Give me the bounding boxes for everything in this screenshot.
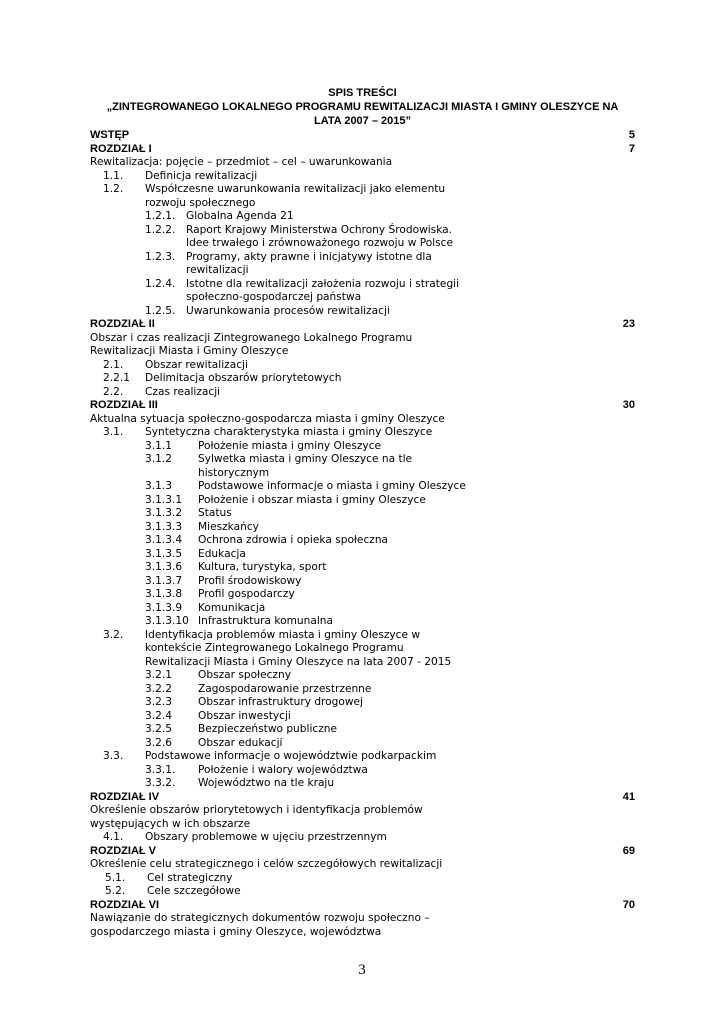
toc-chapter-title: ROZDZIAŁ VI	[90, 898, 160, 911]
toc-entry	[90, 291, 635, 305]
toc-entry-number: 3.2.2	[145, 682, 172, 695]
toc-chapter-row	[90, 129, 635, 143]
toc-entry-title: Obszary problemowe w ujęciu przestrzennym	[145, 831, 387, 843]
toc-heading: SPIS TREŚCI	[328, 87, 397, 99]
toc-entry-number: 3.2.5	[145, 723, 172, 735]
toc-entry	[90, 602, 635, 616]
toc-chapter-row	[90, 318, 635, 332]
toc-entry	[90, 804, 635, 818]
toc-entry-number: 1.2.2.	[145, 223, 176, 236]
toc-entry	[90, 332, 635, 346]
toc-entry	[90, 858, 635, 872]
toc-entry	[90, 413, 635, 427]
toc-entry	[90, 440, 635, 454]
toc-entry	[90, 629, 635, 643]
toc-page-number: 70	[622, 898, 635, 911]
toc-entry-title: Województwo na tle kraju	[198, 777, 335, 789]
toc-entry-number: 3.2.4	[145, 709, 172, 722]
toc-chapter-title: ROZDZIAŁ II	[90, 318, 155, 330]
toc-chapter-row	[90, 845, 635, 859]
toc-entry	[90, 723, 635, 737]
toc-entry	[90, 359, 635, 373]
toc-entry-number: 1.2.5.	[145, 304, 176, 317]
toc-entry	[90, 710, 635, 724]
toc-entry-number: 3.1.3.1	[145, 493, 183, 506]
toc-entry	[90, 507, 635, 521]
toc-entry	[90, 210, 635, 224]
toc-entry-title: Rewitalizacja: pojęcie – przedmiot – cel – uwarunkowania	[90, 156, 393, 168]
toc-entry-number: 1.1.	[103, 169, 124, 182]
toc-entry-number: 1.2.1.	[145, 210, 176, 222]
toc-entry-number: 1.2.3.	[145, 250, 176, 263]
page-number: 3	[358, 962, 366, 978]
toc-entry	[90, 345, 635, 359]
toc-entry-title: Sylwetka miasta i gminy Oleszyce na tle	[198, 453, 413, 465]
toc-page-number: 69	[622, 844, 635, 857]
toc-entry-title: Status	[198, 507, 232, 519]
toc-entry-number: 2.2.1	[103, 372, 130, 384]
toc-entry	[90, 372, 635, 386]
toc-entry	[90, 750, 635, 764]
toc-entry	[90, 588, 635, 602]
toc-entry-title: gospodarczego miasta i gminy Oleszyce, województwa	[90, 925, 382, 938]
toc-entry-title: Położenie i obszar miasta i gminy Oleszyce	[198, 493, 426, 506]
toc-entry	[90, 683, 635, 697]
toc-entry-title: Ochrona zdrowia i opieka społeczna	[198, 534, 389, 546]
toc-entry	[90, 170, 635, 184]
toc-entry-number: 1.2.	[103, 183, 124, 195]
toc-chapter-row	[90, 143, 635, 157]
toc-entry-title: Definicja rewitalizacji	[145, 169, 258, 182]
toc-entry-number: 3.3.2.	[145, 777, 176, 789]
toc-entry-number: 3.1.3.6	[145, 561, 183, 573]
toc-entry	[90, 278, 635, 292]
toc-entry-title: Raport Krajowy Ministerstwa Ochrony Środowiska.	[186, 223, 453, 236]
toc-entry-title: Obszar rewitalizacji	[145, 358, 248, 371]
toc-entry-title: rozwoju społecznego	[145, 196, 256, 209]
toc-entry-number: 3.1.3.5	[145, 547, 183, 560]
toc-entry-title: Położenie miasta i gminy Oleszyce	[198, 439, 382, 452]
toc-entry-title: Obszar i czas realizacji Zintegrowanego Lokalnego Programu	[90, 331, 413, 344]
toc-entry-title: Określenie celu strategicznego i celów szczegółowych rewitalizacji	[90, 858, 443, 870]
toc-page-number: 23	[622, 318, 635, 330]
toc-entry-title: społeczno-gospodarczej państwa	[186, 291, 362, 303]
toc-entry	[90, 764, 635, 778]
toc-entry-title: Aktualna sytuacja społeczno-gospodarcza miasta i gminy Oleszyce	[90, 412, 445, 425]
toc-entry-title: Programy, akty prawne i inicjatywy istotne dla	[186, 250, 432, 263]
toc-entry	[90, 156, 635, 170]
toc-entry	[90, 831, 635, 845]
toc-entry-number: 3.1.3.3	[145, 520, 183, 533]
toc-entry	[90, 197, 635, 211]
toc-entry-title: Globalna Agenda 21	[186, 210, 294, 222]
toc-entry-number: 3.2.	[103, 628, 124, 641]
toc-chapter-title: WSTĘP	[90, 129, 130, 141]
toc-entry-title: Idee trwałego i zrównoważonego rozwoju w Polsce	[186, 237, 454, 249]
toc-entry-title: Profil środowiskowy	[198, 574, 302, 587]
toc-page-number: 5	[628, 129, 635, 141]
toc-entry	[90, 642, 635, 656]
toc-entry	[90, 237, 635, 251]
toc-entry-title: Obszar inwestycji	[198, 709, 291, 722]
toc-entry-title: Istotne dla rewitalizacji założenia rozwoju i strategii	[186, 277, 460, 290]
toc-entry	[90, 696, 635, 710]
toc-entry-title: Profil gospodarczy	[198, 588, 295, 600]
toc-entry-title: Czas realizacji	[145, 385, 221, 398]
toc-entry	[90, 494, 635, 508]
toc-entry-title: Rewitalizacji Miasta i Gminy Oleszyce na lata 2007 - 2015	[145, 655, 452, 668]
toc-entry	[90, 818, 635, 832]
toc-entry-title: Cele szczegółowe	[147, 885, 241, 897]
toc-entry-title: Położenie i walory województwa	[198, 763, 368, 776]
toc-entry-number: 4.1.	[103, 831, 124, 843]
toc-chapter-title: ROZDZIAŁ IV	[90, 790, 160, 803]
toc-entry	[90, 926, 635, 940]
toc-entry-number: 3.3.1.	[145, 763, 176, 776]
toc-page-number: 41	[622, 790, 635, 803]
toc-entry-number: 3.1.	[103, 426, 124, 438]
toc-entry-title: Rewitalizacji Miasta i Gminy Oleszyce	[90, 345, 289, 357]
toc-entry	[90, 777, 635, 791]
toc-page-number: 7	[628, 142, 635, 155]
toc-entry	[90, 264, 635, 278]
toc-entry-title: Nawiązanie do strategicznych dokumentów rozwoju społeczno –	[90, 912, 430, 924]
toc-entry-title: Podstawowe informacje o województwie podkarpackim	[145, 750, 437, 762]
toc-entry	[90, 386, 635, 400]
toc-entry	[90, 885, 635, 899]
toc-entry-number: 3.1.3.4	[145, 534, 183, 546]
toc-entry-title: Delimitacja obszarów priorytetowych	[145, 372, 342, 384]
toc-entry-title: Obszar edukacji	[198, 736, 283, 749]
toc-chapter-row	[90, 899, 635, 913]
toc-entry-number: 3.1.3.8	[145, 588, 183, 600]
toc-entry-title: Określenie obszarów priorytetowych i identyfikacja problemów	[90, 804, 423, 816]
toc-entry-title: Kultura, turystyka, sport	[198, 561, 327, 573]
toc-entry	[90, 426, 635, 440]
toc-entry-title: Cel strategiczny	[147, 871, 233, 884]
toc-chapter-title: ROZDZIAŁ I	[90, 142, 152, 155]
toc-entry	[90, 521, 635, 535]
toc-entry-number: 5.1.	[105, 871, 126, 884]
toc-entry-title: Mieszkańcy	[198, 520, 259, 533]
toc-chapter-title: ROZDZIAŁ V	[90, 844, 156, 857]
toc-entry	[90, 183, 635, 197]
toc-entry	[90, 305, 635, 319]
toc-entry-title: Syntetyczna charakterystyka miasta i gminy Oleszyce	[145, 426, 433, 438]
toc-entry	[90, 669, 635, 683]
toc-entry	[90, 872, 635, 886]
toc-entry-number: 3.2.6	[145, 736, 172, 749]
toc-entry-number: 3.1.1	[145, 439, 172, 452]
toc-entry-title: Edukacja	[198, 547, 246, 560]
toc-entry-number: 3.1.3.9	[145, 601, 183, 614]
toc-chapter-row	[90, 791, 635, 805]
toc-entry	[90, 480, 635, 494]
toc-entry	[90, 575, 635, 589]
toc-entry	[90, 912, 635, 926]
toc-entry	[90, 534, 635, 548]
toc-entry-title: Identyfikacja problemów miasta i gminy Oleszyce w	[145, 628, 421, 641]
toc-entry-title: Uwarunkowania procesów rewitalizacji	[186, 304, 390, 317]
toc-entry	[90, 615, 635, 629]
toc-entry-title: rewitalizacji	[186, 264, 249, 276]
toc-entry-number: 2.2.	[103, 385, 124, 398]
toc-entry-number: 3.1.2	[145, 453, 172, 465]
toc-entry-number: 3.1.3.10	[145, 615, 189, 627]
toc-entry-title: Współczesne uwarunkowania rewitalizacji jako elementu	[145, 183, 446, 195]
toc-entry-title: Komunikacja	[198, 601, 266, 614]
toc-entry-number: 3.1.3	[145, 480, 172, 492]
toc-entry	[90, 467, 635, 481]
toc-entry	[90, 224, 635, 238]
toc-entry-title: Podstawowe informacje o miasta i gminy Oleszyce	[198, 480, 466, 492]
toc-entry-number: 3.2.1	[145, 669, 172, 681]
toc-entry-number: 3.1.3.7	[145, 574, 183, 587]
toc-chapter-title: ROZDZIAŁ III	[90, 399, 158, 411]
toc-entry-number: 3.2.3	[145, 696, 172, 708]
toc-entry	[90, 251, 635, 265]
toc-page-number: 30	[622, 399, 635, 411]
toc-entry-number: 3.1.3.2	[145, 507, 183, 519]
toc-entry-title: Obszar infrastruktury drogowej	[198, 696, 363, 708]
toc-entry	[90, 737, 635, 751]
toc-entry	[90, 548, 635, 562]
toc-entry	[90, 656, 635, 670]
toc-entry	[90, 453, 635, 467]
document-title-line-1: „ZINTEGROWANEGO LOKALNEGO PROGRAMU REWITALIZACJI MIASTA I GMINY OLESZYCE NA	[106, 101, 619, 113]
toc-entry-title: występujących w ich obszarze	[90, 817, 251, 830]
toc-entry-number: 5.2.	[105, 885, 126, 897]
toc-entry-title: Obszar społeczny	[198, 669, 291, 681]
toc-entry-number: 1.2.4.	[145, 277, 176, 290]
toc-entry-title: Infrastruktura komunalna	[198, 615, 334, 627]
table-of-contents	[90, 129, 635, 939]
toc-entry-title: historycznym	[198, 466, 270, 479]
toc-entry-title: Zagospodarowanie przestrzenne	[198, 682, 372, 695]
toc-entry-title: kontekście Zintegrowanego Lokalnego Programu	[145, 642, 404, 654]
toc-chapter-row	[90, 399, 635, 413]
toc-entry-number: 3.3.	[103, 750, 124, 762]
toc-entry-number: 2.1.	[103, 358, 124, 371]
toc-entry	[90, 561, 635, 575]
toc-entry-title: Bezpieczeństwo publiczne	[198, 723, 338, 735]
document-title-line-2: LATA 2007 – 2015”	[313, 115, 411, 127]
